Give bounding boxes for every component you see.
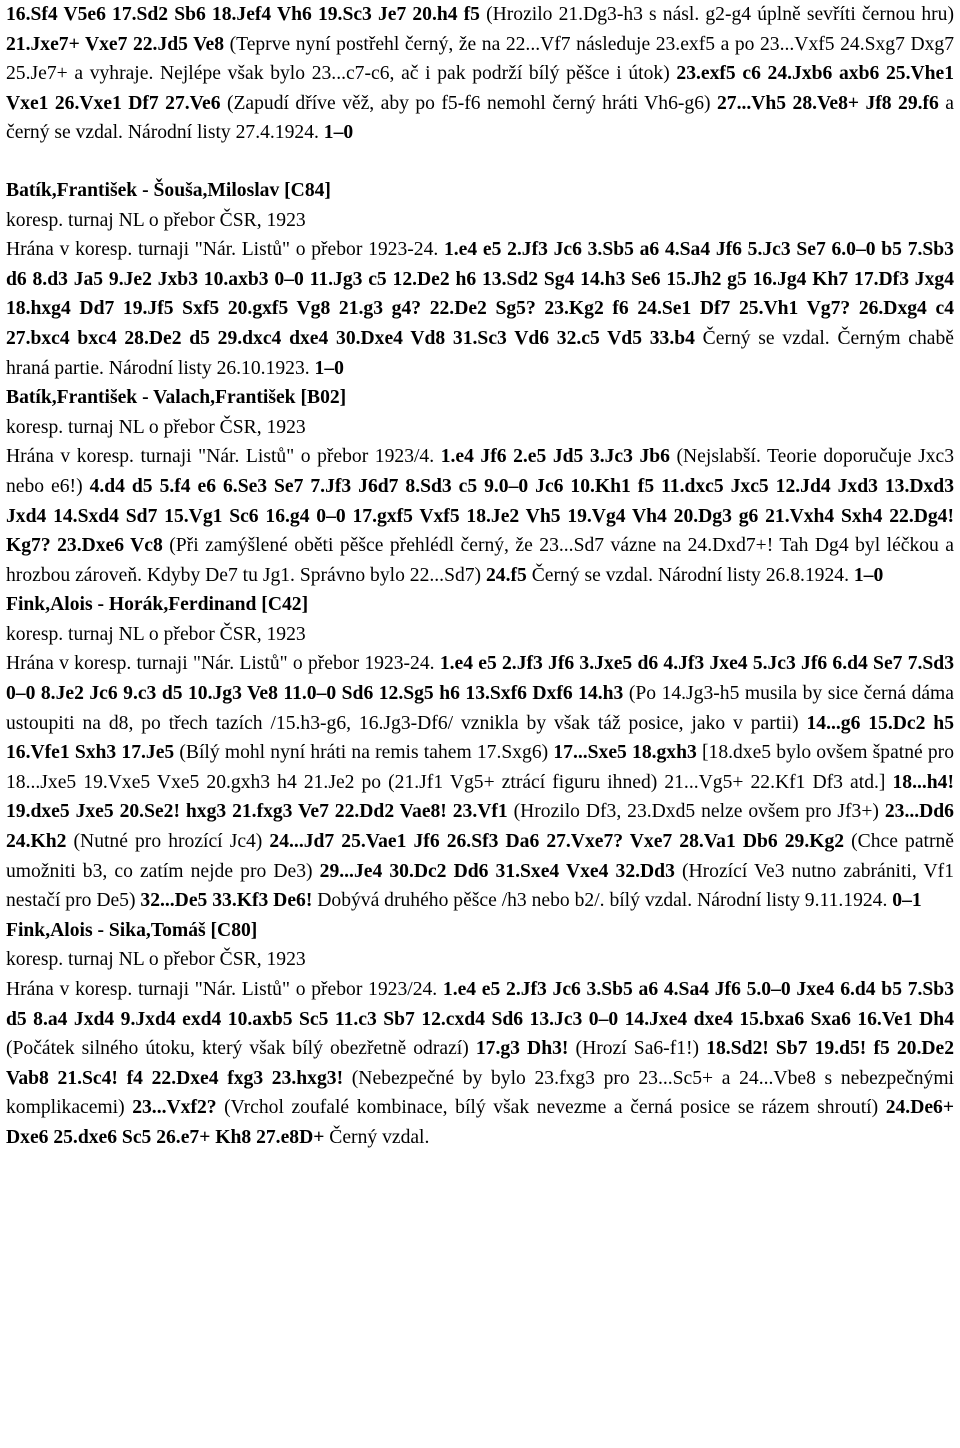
commentary-run: Hrána v koresp. turnaji "Nár. Listů" o přebor 1923-24. [6,239,444,261]
commentary-run: (Zapudí dříve věž, aby po f5-f6 nemohl černý hráti Vh6-g6) [220,92,717,114]
notation-bold-run: 18.Sd2! Sb7 19.d5! f5 20.De2 Vab8 21.Sc4! f4 22.Dxe4 fxg3 23.hxg3! [6,1038,955,1089]
commentary-run: (Hrozící Ve3 nutno zabrániti, Vf1 nestačí pro De5) [6,860,955,912]
game-header: Batík,František - Valach,František [B02] [6,387,347,409]
commentary-run: Černý vzdal. [324,1126,430,1148]
game-moves [6,442,954,590]
game-header: Batík,František - Šouša,Miloslav [C84] [6,179,331,201]
notation-bold-run: 23...Dd6 24.Kh2 [6,801,954,853]
notation-bold-run: 1.e4 Jf6 2.e5 Jd5 3.Jc3 Jb6 [440,446,670,468]
game-list [6,176,954,1153]
game-moves [6,235,954,383]
notation-bold-run: 21.Jxe7+ Vxe7 22.Jd5 Ve8 [6,33,224,55]
notation-bold-run: 1–0 [853,564,884,586]
notation-bold-run: 18...h4! 19.dxe5 Jxe5 20.Se2! hxg3 21.fxg3 Ve7 22.Dd2 Vae8! 23.Vf1 [6,771,954,823]
commentary-run: Hrána v koresp. turnaji "Nár. Listů" o přebor 1923-24. [6,653,440,675]
game-event: koresp. turnaj NL o přebor ČSR, 1923 [6,416,306,438]
game-event: koresp. turnaj NL o přebor ČSR, 1923 [6,209,306,231]
commentary-run: (Nutné pro hrozící Jc4) [66,831,270,853]
commentary-run: (Hrozilo Df3, 23.Dxd5 nelze ovšem pro Jf3+) [507,801,885,823]
notation-bold-run: 17...Sxe5 18.gxh3 [553,742,697,764]
notation-bold-run: 16.Sf4 V5e6 17.Sd2 Sb6 18.Jef4 Vh6 19.Sc3 Je7 20.h4 f5 [6,4,480,25]
game-entry [6,176,954,383]
game-moves [6,649,954,915]
notation-bold-run: 23...Vxf2? [132,1097,217,1119]
notation-bold-run: 24.De6+ Dxe6 25.dxe6 Sc5 26.e7+ Kh8 27.e8D+ [6,1097,955,1148]
commentary-run: (Bílý mohl nyní hráti na remis tahem 17.Sxg6) [174,742,554,764]
commentary-run: (Po 14.Jg3-h5 musila by sice černá dáma ustoupiti na d8, po třech tazích /15.h3-g6, 16.Jg3-Df6/ vznikla by však táž posice, jako v partii) [6,683,954,734]
notation-bold-run: 23.exf5 c6 24.Jxb6 axb6 25.Vhe1 Vxe1 26.Vxe1 Df7 27.Ve6 [6,63,955,114]
notation-bold-run: 0–1 [892,890,922,912]
notation-bold-run: 1.e4 e5 2.Jf3 Jf6 3.Jxe5 d6 4.Jf3 Jxe4 5.Jc3 Jf6 6.d4 Se7 7.Sd3 0–0 8.Je2 Jc6 9.c3 d5 10.Jg3 Ve8 11.0–0 Sd6 12.Sg5 h6 13.Sxf6 Dxf6 14.h3 [6,653,954,705]
commentary-run: (Nejslabší. Teorie doporučuje Jxc3 nebo e6!) [6,446,954,497]
notation-bold-run: 24.f5 [485,564,527,586]
commentary-run: Hrána v koresp. turnaji "Nár. Listů" o přebor 1923/4. [6,446,441,468]
game-entry [6,383,954,590]
commentary-run: Černý se vzdal. Národní listy 26.8.1924. [526,564,854,586]
game-event: koresp. turnaj NL o přebor ČSR, 1923 [6,623,306,645]
commentary-run: (Vrchol zoufalé kombinace, bílý však nevezme a černá posice se rázem shroutí) [216,1097,886,1119]
commentary-run: (Při zamýšlené oběti pěšce přehlédl černý, že 23...Sd7 vázne na 24.Dxd7+! Tah Dg4 byl léčkou a hrozbou zároveň. Kdyby De7 tu Jg1. Správno bylo 22...Sd7) [6,535,955,586]
commentary-run: (Počátek silného útoku, který však bílý obezřetně odrazí) [6,1038,476,1060]
game-header: Fink,Alois - Horák,Ferdinand [C42] [6,594,309,616]
commentary-run: [18.dxe5 bylo ovšem špatné pro 18...Jxe5 19.Vxe5 Vxe5 20.gxh3 h4 21.Je2 po (21.Jf1 Vg5+ ztrácí figuru ihned) 21...Vg5+ 22.Kf1 Df3 atd.] [6,742,954,793]
notation-bold-run: 32...De5 33.Kf3 De6! [140,890,313,912]
game-continuation-text [6,0,954,148]
commentary-run: (Teprve nyní postřehl černý, že na 22...Vf7 následuje 23.exf5 a po 23...Vxf5 24.Sxg7 Dxg7 25.Je7+ a vyhraje. Nejlépe však bylo 23...c7-c6, ač i pak podrží bílý pěšce i útok) [6,33,955,85]
game-event: koresp. turnaj NL o přebor ČSR, 1923 [6,949,306,971]
notation-bold-run: 27...Vh5 28.Ve8+ Jf8 29.f6 [716,92,939,114]
commentary-run: Dobývá druhého pěšce /h3 nebo b2/. bílý vzdal. Národní listy 9.11.1924. [312,890,893,912]
notation-bold-run: 1–0 [323,122,354,144]
notation-bold-run: 1–0 [314,357,344,379]
notation-bold-run: 17.g3 Dh3! [475,1038,569,1060]
notation-bold-run: 29...Je4 30.Dc2 Dd6 31.Sxe4 Vxe4 32.Dd3 [319,860,675,882]
commentary-run: a černý se vzdal. Národní listy 27.4.1924. [6,92,954,144]
game-entry [6,916,954,1153]
notation-bold-run: 24...Jd7 25.Vae1 Jf6 26.Sf3 Da6 27.Vxe7? Vxe7 28.Va1 Db6 29.Kg2 [269,831,845,853]
commentary-run: Hrána v koresp. turnaji "Nár. Listů" o přebor 1923/24. [6,979,443,1000]
commentary-run: (Hrozilo 21.Dg3-h3 s násl. g2-g4 úplně sevříti černou hru) [479,4,954,25]
notation-bold-run: 1.e4 e5 2.Jf3 Jc6 3.Sb5 a6 4.Sa4 Jf6 5.Jc3 Se7 6.0–0 b5 7.Sb3 d6 8.d3 Ja5 9.Je2 Jxb3 10.axb3 0–0 11.Jg3 c5 12.De2 h6 13.Sd2 Sg4 14.h3 Se6 15.Jh2 g5 16.Jg4 Kh7 17.Df3 Jxg4 18.hxg4 Dd7 19.Jf5 Sxf5 20.gxf5 Vg8 21.g3 g4? 22.De2 Sg5? 23.Kg2 f6 24.Se1 Df7 25.Vh1 Vg7? 26.Dxg4 c4 27.bxc4 bxc4 28.De2 d5 29.dxc4 dxe4 30.Dxe4 Vd8 31.Sc3 Vd6 32.c5 Vd5 33.b4 [6,239,954,349]
commentary-run: (Chce patrně umožniti b3, co zatím nejde pro De3) [6,831,954,882]
game-moves [6,975,954,1153]
game-header: Fink,Alois - Sika,Tomáš [C80] [6,919,258,941]
notation-bold-run: 4.d4 d5 5.f4 e6 6.Se3 Se7 7.Jf3 J6d7 8.Sd3 c5 9.0–0 Jc6 10.Kh1 f5 11.dxc5 Jxc5 12.Jd4 Jxd3 13.Dxd3 Jxd4 14.Sxd4 Sd7 15.Vg1 Sc6 16.g4 0–0 17.gxf5 Vxf5 18.Je2 Vh5 19.Vg4 Vh4 20.Dg3 g6 21.Vxh4 Sxh4 22.Dg4! Kg7? 23.Dxe6 Vc8 [6,475,954,557]
commentary-run: (Nebezpečné by bylo 23.fxg3 pro 23...Sc5+ a 24...Vbe8 s nebezpečnými komplikacemi) [6,1067,954,1119]
commentary-run: Černý se vzdal. Černým chabě hraná partie. Národní listy 26.10.1923. [6,327,954,379]
notation-bold-run: 1.e4 e5 2.Jf3 Jc6 3.Sb5 a6 4.Sa4 Jf6 5.0–0 Jxe4 6.d4 b5 7.Sb3 d5 8.a4 Jxd4 9.Jxd4 exd4 10.axb5 Sc5 11.c3 Sb7 12.cxd4 Sd6 13.Jc3 0–0 14.Jxe4 dxe4 15.bxa6 Sxa6 16.Ve1 Dh4 [6,979,954,1030]
game-entry [6,590,954,916]
notation-bold-run: 14...g6 15.Dc2 h5 16.Vfe1 Sxh3 17.Je5 [6,712,954,764]
commentary-run: (Hrozí Sa6-f1!) [568,1038,707,1060]
